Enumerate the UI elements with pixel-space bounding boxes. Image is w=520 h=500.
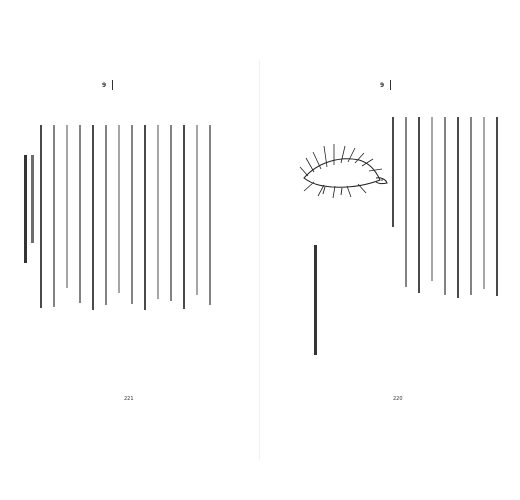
right-header-number: 9: [380, 81, 385, 89]
right-side-note-line: [314, 245, 317, 355]
left-header-number: 9: [102, 81, 107, 89]
left-column-10: [157, 125, 159, 299]
left-column-6: [105, 125, 107, 305]
left-running-head: [102, 78, 119, 92]
left-column-12: [183, 125, 185, 309]
right-column-4: [431, 117, 433, 281]
left-column-1: [40, 125, 42, 308]
left-page: [10, 60, 258, 460]
right-column-1: [392, 117, 394, 227]
right-page: [262, 60, 510, 460]
left-column-7: [118, 125, 120, 293]
left-column-2: [53, 125, 55, 307]
left-column-13: [196, 125, 198, 295]
left-page-number: 221: [124, 396, 134, 402]
right-header-divider: [390, 80, 391, 90]
right-column-9: [496, 117, 498, 296]
right-page-number: 220: [393, 396, 403, 402]
right-column-5: [444, 117, 446, 295]
left-column-8: [131, 125, 133, 304]
right-column-3: [418, 117, 420, 293]
porcupine-illustration: [296, 138, 388, 200]
right-column-6: [457, 117, 459, 298]
left-header-divider: [112, 80, 113, 90]
left-side-note-line-2: [31, 155, 34, 243]
right-column-8: [483, 117, 485, 289]
left-column-3: [66, 125, 68, 288]
gutter-line: [259, 60, 260, 460]
right-column-7: [470, 117, 472, 295]
left-column-11: [170, 125, 172, 301]
right-running-head: [380, 78, 397, 92]
left-side-note-line-1: [24, 155, 27, 263]
left-column-14: [209, 125, 211, 305]
right-column-2: [405, 117, 407, 287]
left-column-9: [144, 125, 146, 310]
left-column-5: [92, 125, 94, 310]
left-column-4: [79, 125, 81, 303]
